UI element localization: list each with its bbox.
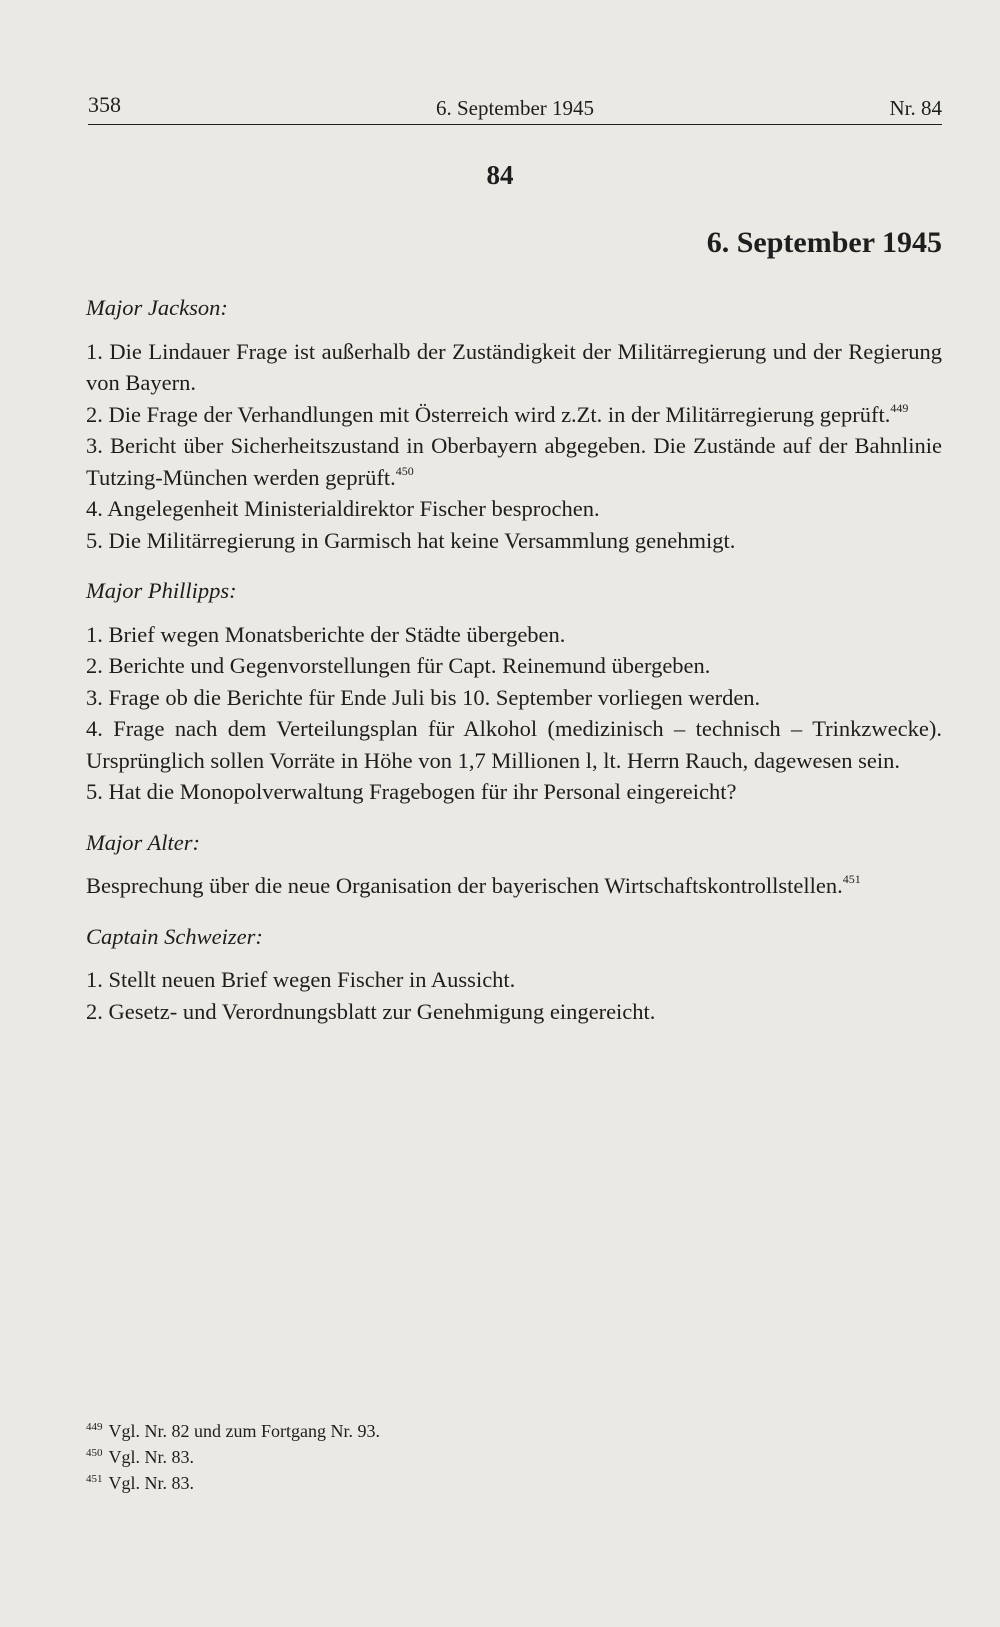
speaker-name: Major Jackson: [86, 295, 228, 320]
section-major-jackson [86, 292, 942, 556]
footnote-ref: 451 [842, 872, 861, 886]
running-header [88, 92, 942, 122]
footnote: $^{450}$ Vgl. Nr. 83. [86, 1447, 194, 1467]
list-item: Besprechung über die neue Organisation der bayerischen Wirtschaftskontrollstellen.$^{451}$ [86, 872, 861, 898]
section-captain-schweizer [86, 921, 942, 1028]
list-item: 4. Angelegenheit Ministerialdirektor Fischer besprochen. [86, 496, 600, 521]
page-number: 358 [88, 92, 121, 117]
section-major-phillipps [86, 575, 942, 808]
list-item: 4. Frage nach dem Verteilungsplan für Alkohol (medizinisch – technisch – Trinkzwecke). Ursprünglich sollen Vorräte in Höhe von 1,7 Millionen l, lt. Herrn Rauch, dagewesen sein. [86, 716, 942, 773]
document-date: 6. September 1945 [706, 226, 942, 259]
list-item: 3. Bericht über Sicherheitszustand in Oberbayern abgegeben. Die Zustände auf der Bahnlinie Tutzing-München werden geprüft.$^{450}$ [86, 433, 942, 490]
footnote-ref: 449 [890, 400, 909, 415]
header-doc-ref: Nr. 84 [889, 96, 942, 120]
footnote-ref: 450 [395, 463, 414, 478]
list-item: 1. Stellt neuen Brief wegen Fischer in Aussicht. [86, 967, 516, 992]
list-item: 5. Hat die Monopolverwaltung Fragebogen für ihr Personal eingereicht? [86, 779, 737, 804]
footnote: $^{449}$ Vgl. Nr. 82 und zum Fortgang Nr. 93. [86, 1421, 380, 1441]
list-item: 2. Die Frage der Verhandlungen mit Österreich wird z.Zt. in der Militärregierung geprüft.$^{449}$ [86, 400, 909, 427]
speaker-name: Major Alter: [86, 829, 200, 855]
document-number: 84 [486, 160, 514, 190]
header-rule [88, 124, 942, 125]
footnotes [86, 1418, 380, 1496]
list-item: 3. Frage ob die Berichte für Ende Juli bis 10. September vorliegen werden. [86, 684, 761, 710]
speaker-name: Major Phillipps: [86, 578, 237, 603]
speaker-name: Captain Schweizer: [86, 923, 263, 949]
list-item: 2. Gesetz- und Verordnungsblatt zur Genehmigung eingereicht. [86, 998, 656, 1024]
section-major-alter [86, 827, 942, 902]
list-item: 1. Die Lindauer Frage ist außerhalb der Zuständigkeit der Militärregierung und der Regierung von Bayern. [86, 338, 942, 395]
list-item: 1. Brief wegen Monatsberichte der Städte übergeben. [86, 621, 566, 647]
footnote: $^{451}$ Vgl. Nr. 83. [86, 1473, 194, 1493]
list-item: 2. Berichte und Gegenvorstellungen für Capt. Reinemund übergeben. [86, 653, 711, 678]
list-item: 5. Die Militärregierung in Garmisch hat keine Versammlung genehmigt. [86, 527, 736, 553]
header-date: 6. September 1945 [435, 96, 595, 120]
document-body [86, 292, 942, 1036]
